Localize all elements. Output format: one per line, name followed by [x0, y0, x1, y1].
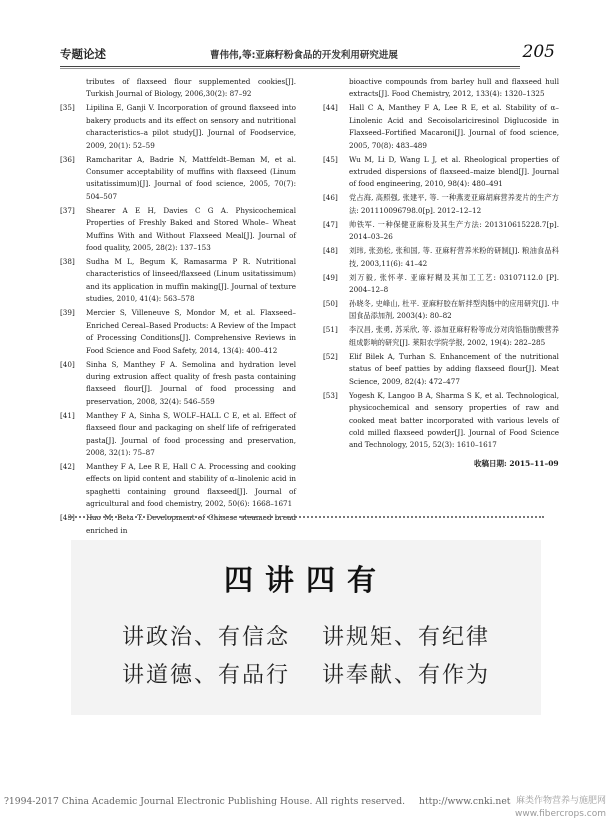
reference-text: 刘万毅, 张怀孝. 亚麻籽糊及其加工工艺: 03107112.0 [P]. 2004–12–8	[349, 272, 559, 295]
right-reference-column	[323, 76, 559, 453]
reference-item	[60, 256, 296, 306]
slogan-banner	[71, 540, 541, 715]
reference-number: [35]	[60, 103, 75, 113]
reference-text: Manthey F A, Sinha S, WOLF–HALL C E, et al. Effect of flaxseed flour and packaging on shelf life of refrigerated pasta[J]. Journal of food processing and preservation, 2008, 32(1): 75–87	[86, 410, 296, 457]
reference-text: Ramcharitar A, Badrie N, Mattfeldt–Beman M, et al. Consumer acceptability of muffins with flaxseed (Linum usitatissimum)[J]. Journal of food science, 2005, 70(7): 504–507	[86, 154, 296, 201]
reference-number: [40]	[60, 359, 75, 369]
running-title: 曹伟伟,等:亚麻籽粉食品的开发利用研究进展	[210, 50, 398, 61]
reference-item	[323, 219, 559, 244]
reference-item	[323, 102, 559, 152]
reference-text: Mercier S, Villeneuve S, Mondor M, et al. Flaxseed–Enriched Cereal–Based Products: A Review of the Impact of Processing Conditions[J]. Comprehensive Reviews in Food Science and Food Safety, 2014, 13(4): 400–412	[86, 308, 296, 355]
reference-item	[323, 298, 559, 323]
reference-text: Yogesh K, Langoo B A, Sharma S K, et al. Technological, physicochemical and sensory properties of raw and cooked meat batter incorporated with various levels of cold milled flaxseed powder[J]. Journal of Food Science and Technology, 2015, 52(3): 1610–1617	[349, 390, 559, 450]
banner-line	[71, 620, 541, 651]
reference-text: 党占海, 高照强, 张建平, 等. 一种燕麦亚麻胡麻营养麦片的生产方法: 201110096798.0[p]. 2012–12–12	[349, 193, 559, 215]
reference-item	[60, 410, 296, 460]
copyright-text: ?1994-2017 China Academic Journal Electronic Publishing House. All rights reserved.	[4, 796, 406, 807]
reference-text: Shearer A E H, Davies C G A. Physicochemical Properties of Freshly Baked and Stored Whole– Wheat Muffins With and Without Flaxseed Meal[J]. Journal of food quality, 2005, 28(2): 137–153	[86, 205, 296, 253]
reference-item	[323, 324, 559, 349]
reference-text: Elif Bilek A, Turhan S. Enhancement of the nutritional status of beef patties by adding flaxseed flour[J]. Meat Science, 2009, 82(4): 472–477	[349, 351, 559, 386]
reference-item	[323, 192, 559, 217]
banner-item: 讲道德、有品行	[121, 663, 290, 688]
site-watermark	[515, 795, 606, 821]
reference-number: [45]	[323, 154, 338, 164]
reference-text: Hao M, Beta T. Development of Chinese steamed bread enriched in	[86, 513, 296, 535]
received-date: 收稿日期: 2015–11–09	[474, 459, 559, 468]
reference-text: Manthey F A, Lee R E, Hall C A. Processing and cooking effects on lipid content and stability of α–linolenic acid in spaghetti containing ground flaxseed[J]. Journal of agricultural and food chemistry, 2002, 50(6): 1668–1671	[86, 461, 296, 509]
reference-item	[60, 154, 296, 204]
reference-text: 帅铁军. 一种保健亚麻粉及其生产方法: 201310615228.7[p]. 2014–03–26	[349, 219, 559, 242]
reference-item	[323, 390, 559, 452]
reference-text: Wu M, Li D, Wang L J, et al. Rheological properties of extruded dispersions of flaxseed–maize blend[J]. Journal of food engineering, 2010, 98(4): 480–491	[349, 154, 559, 189]
banner-title: 四讲四有	[223, 563, 388, 597]
reference-item	[60, 307, 296, 357]
reference-item	[323, 154, 559, 191]
reference-number: [43]	[60, 513, 75, 523]
reference-number: [38]	[60, 257, 75, 267]
reference-text: 刘玮, 张劲松, 张和国, 等. 亚麻籽营养米粉的研制[J]. 粮油食品科技, 2003,11(6): 41–42	[349, 246, 559, 268]
watermark-line: 麻类作物营养与施肥网	[515, 796, 606, 806]
reference-continuation: tributes of flaxseed flour supplemented cookies[J]. Turkish Journal of Biology, 2006,30(2): 87–92	[86, 77, 296, 99]
reference-number: [36]	[60, 154, 75, 164]
reference-number: [50]	[323, 299, 338, 309]
watermark-line: www.fibercrops.com	[515, 809, 606, 819]
reference-number: [39]	[60, 308, 75, 318]
reference-item	[323, 351, 559, 388]
reference-text: Lipilina E, Ganji V. Incorporation of ground flaxseed into bakery products and its effect on sensory and nutritional characteristics–a pilot study[J]. Journal of Foodservice, 2009, 20(1): 52–59	[86, 103, 296, 150]
reference-number: [37]	[60, 205, 75, 215]
reference-number: [44]	[323, 103, 338, 113]
reference-number: [48]	[323, 246, 338, 256]
reference-number: [53]	[323, 390, 338, 400]
reference-item	[60, 359, 296, 409]
section-label: 专题论述	[60, 47, 106, 61]
reference-item	[60, 102, 296, 152]
reference-item	[323, 245, 559, 270]
reference-number: [51]	[323, 325, 338, 335]
reference-number: [52]	[323, 351, 338, 361]
reference-item	[323, 272, 559, 297]
reference-text: 孙晓冬, 史峰山, 杜平. 亚麻籽胶在斩拌型肉肠中的应用研究[J]. 中国食品添加剂, 2003(4): 80–82	[349, 299, 559, 321]
reference-continuation: bioactive compounds from barley hull and flaxseed hull extracts[J]. Food Chemistry, 2012, 133(4): 1320–1325	[349, 77, 559, 99]
reference-item	[60, 461, 296, 511]
page-number: 205	[522, 42, 555, 62]
reference-text: 李汉昌, 张勇, 苏采欣, 等. 添加亚麻籽粉等成分对肉馅脂肪酸营养组成影响的研究[J]. 莱阳农学院学报, 2002, 19(4): 282–285	[349, 325, 559, 347]
banner-item: 讲奉献、有作为	[322, 663, 491, 688]
reference-number: [42]	[60, 461, 75, 471]
banner-item: 讲政治、有信念	[121, 625, 290, 650]
reference-number: [47]	[323, 219, 338, 229]
reference-text: Sudha M L, Begum K, Ramasarma P R. Nutritional characteristics of linseed/flaxseed (Linum usitatissimum) and its application in muffin making[J]. Journal of texture studies, 2010, 41(4): 563–578	[86, 257, 296, 304]
reference-number: [41]	[60, 410, 75, 420]
header-rule	[60, 66, 520, 67]
header-rule-secondary	[60, 68, 520, 69]
left-reference-column	[60, 76, 296, 539]
page-header	[60, 44, 555, 68]
cnki-link[interactable]: http://www.cnki.net	[419, 796, 511, 807]
reference-text: Sinha S, Manthey F A. Semolina and hydration level during extrusion affect quality of fresh pasta containing flaxseed flour[J]. Journal of food processing and preservation, 2008, 32(4): 546–559	[86, 359, 296, 406]
banner-line	[71, 658, 541, 689]
dotted-divider	[68, 516, 544, 518]
reference-number: [46]	[323, 193, 338, 203]
reference-item	[60, 205, 296, 255]
reference-text: Hall C A, Manthey F A, Lee R E, et al. Stability of α–Linolenic Acid and Secoisolariciresinol Diglucoside in Flaxseed–Fortified Macaroni[J]. Journal of food science, 2005, 70(8): 483–489	[349, 103, 559, 150]
banner-item: 讲规矩、有纪律	[322, 625, 491, 650]
reference-number: [49]	[323, 272, 338, 282]
